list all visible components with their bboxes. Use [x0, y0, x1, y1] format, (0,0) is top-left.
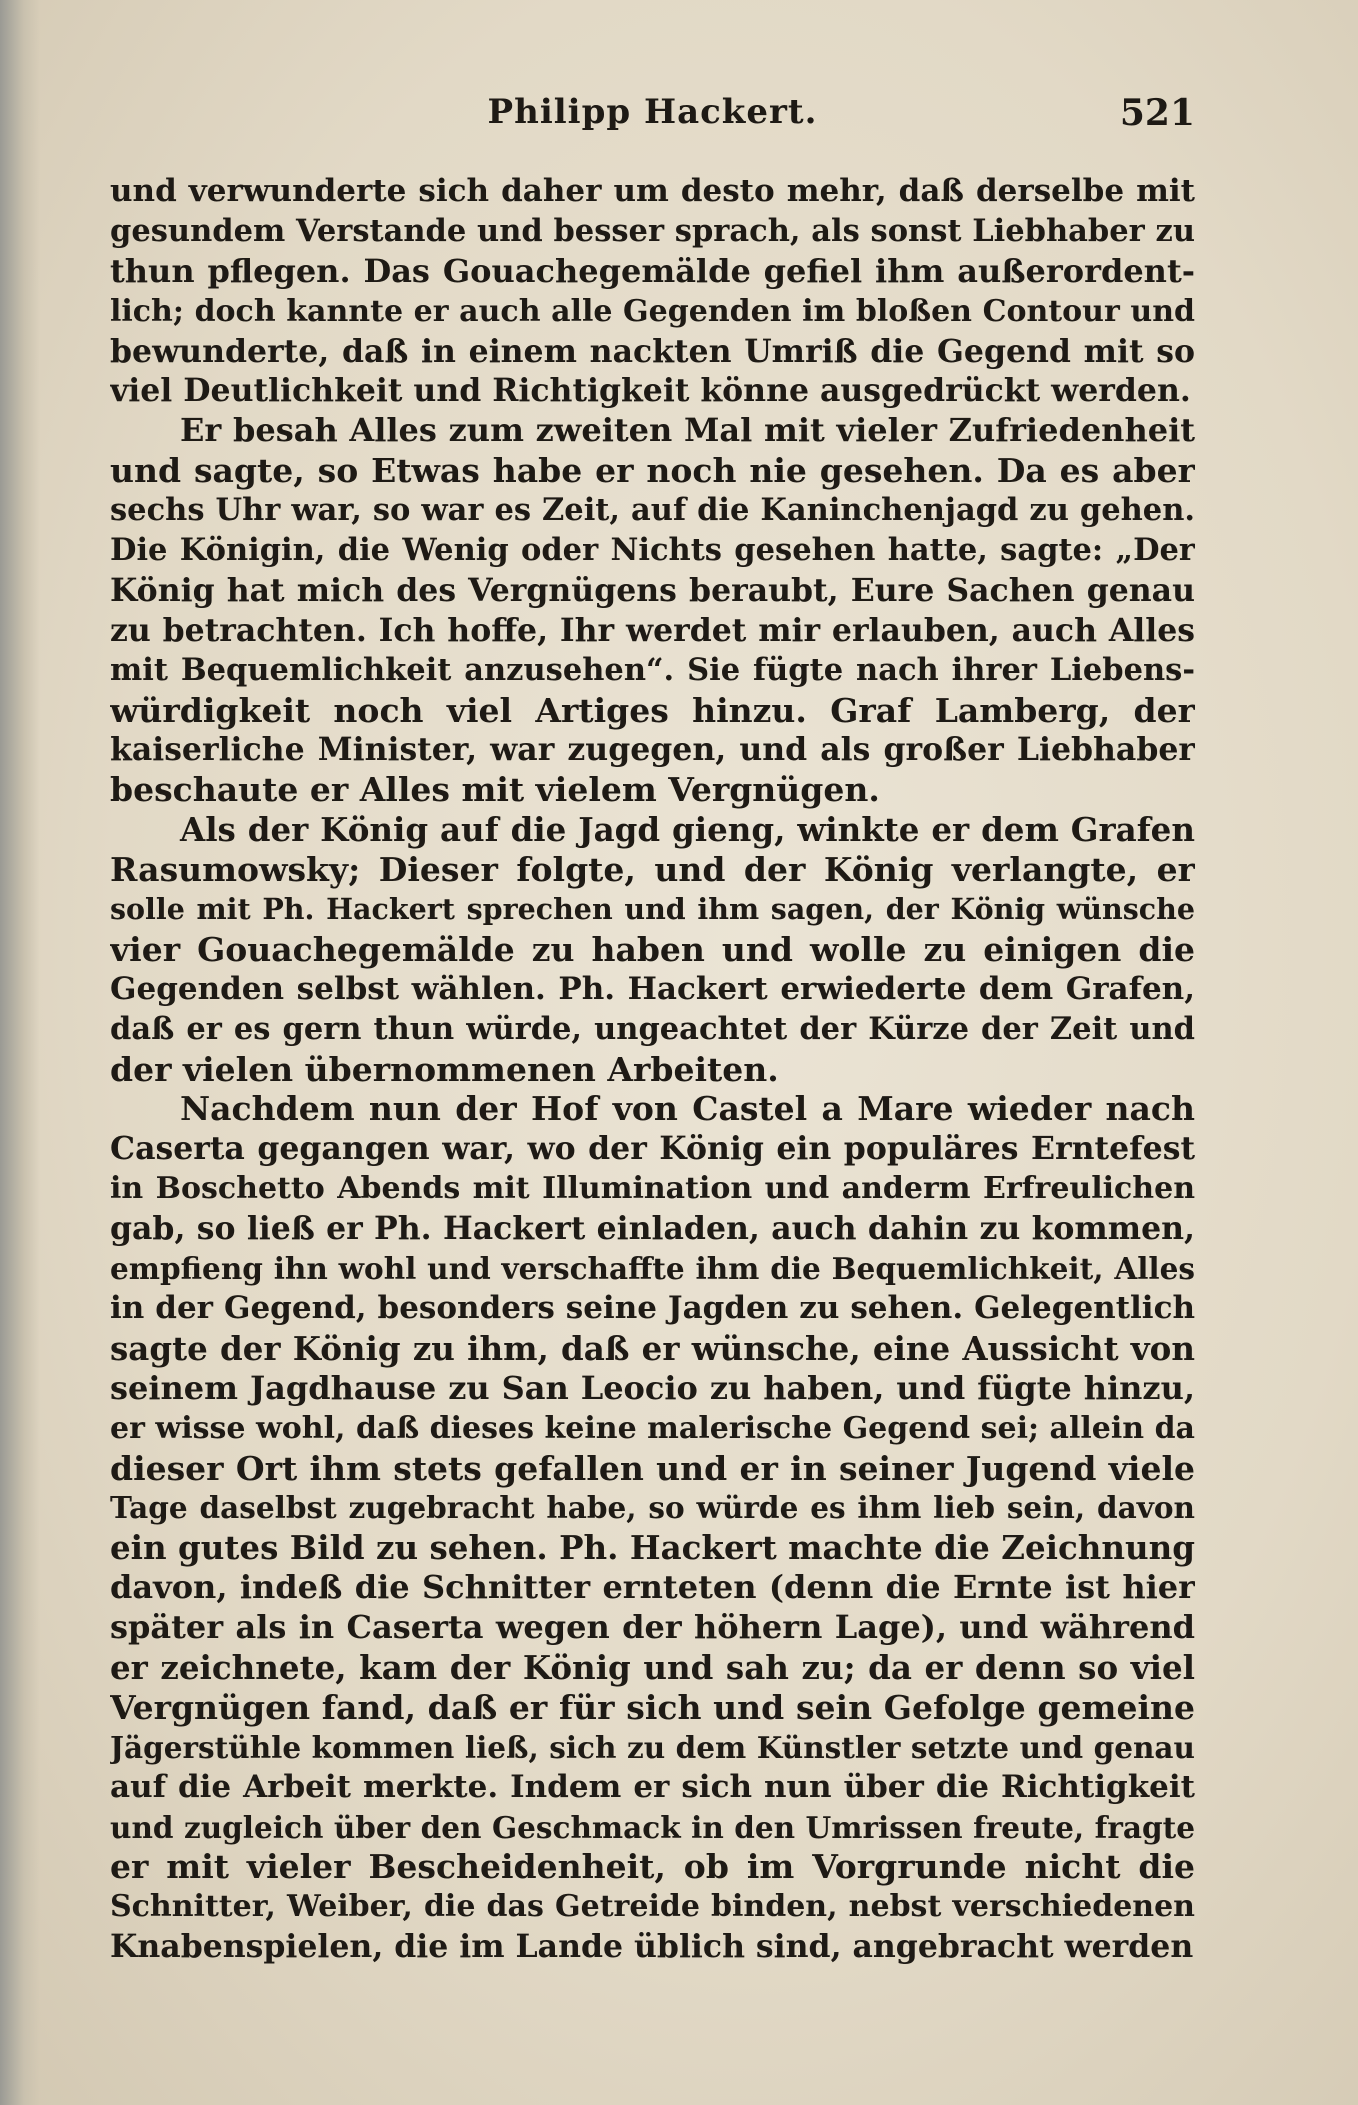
paragraph	[110, 172, 1195, 411]
text-line: in Boschetto Abends mit Illumination und anderm Erfreulichen	[110, 1171, 1195, 1207]
text-line: Er besah Alles zum zweiten Mal mit vieler Zufriedenheit	[180, 411, 1195, 450]
page-number: 521	[1119, 92, 1195, 134]
text-line: davon, indeß die Schnitter ernteten (denn die Ernte ist hier	[110, 1568, 1195, 1607]
text-line: solle mit Ph. Hackert sprechen und ihm sagen, der König wünsche	[110, 892, 1195, 927]
paragraph	[110, 411, 1195, 810]
text-line: sechs Uhr war, so war es Zeit, auf die Kaninchenjagd zu gehen.	[110, 492, 1195, 529]
text-line: und zugleich über den Geschmack in den Umrissen freute, fragte	[110, 1809, 1195, 1845]
text-line: Knabenspielen, die im Lande üblich sind, angebracht werden	[110, 1928, 1194, 1966]
page-header	[110, 92, 1195, 138]
text-line: und verwunderte sich daher um desto mehr, daß derselbe mit	[110, 173, 1195, 209]
text-line: Rasumowsky; Dieser folgte, und der König verlangte, er	[110, 850, 1195, 890]
text-line: er mit vieler Bescheidenheit, ob im Vorgrunde nicht die	[110, 1847, 1195, 1887]
paragraph	[110, 810, 1195, 1089]
text-line: vier Gouachegemälde zu haben und wolle zu einigen die	[110, 929, 1195, 969]
text-line: bewunderte, daß in einem nackten Umriß die Gegend mit so	[110, 332, 1195, 370]
text-line: Tage daselbst zugebracht habe, so würde es ihm lieb sein, davon	[110, 1490, 1195, 1526]
text-line: ein gutes Bild zu sehen. Ph. Hackert machte die Zeichnung	[110, 1528, 1195, 1568]
text-line: würdigkeit noch viel Artiges hinzu. Graf Lamberg, der	[110, 690, 1195, 730]
paragraph	[110, 1089, 1195, 1967]
text-line: Jägerstühle kommen ließ, sich zu dem Künstler setzte und genau	[110, 1729, 1195, 1765]
body-text	[110, 172, 1195, 1967]
running-head: Philipp Hackert.	[487, 92, 818, 132]
text-line: auf die Arbeit merkte. Indem er sich nun über die Richtigkeit	[110, 1768, 1195, 1805]
text-line: in der Gegend, besonders seine Jagden zu sehen. Gelegentlich	[110, 1289, 1195, 1326]
text-line: daß er es gern thun würde, ungeachtet der Kürze der Zeit und	[110, 1010, 1195, 1047]
text-line: König hat mich des Vergnügens beraubt, Eure Sachen genau	[110, 571, 1195, 609]
text-line: Schnitter, Weiber, die das Getreide binden, nebst verschiedenen	[110, 1889, 1195, 1925]
text-line: viel Deutlichkeit und Richtigkeit könne ausgedrückt werden.	[110, 372, 1191, 410]
text-line: gesundem Verstande und besser sprach, als sonst Liebhaber zu	[110, 212, 1195, 249]
text-line: thun pflegen. Das Gouachegemälde gefiel ihm außerordent-	[110, 251, 1195, 290]
text-line: er wisse wohl, daß dieses keine malerische Gegend sei; allein da	[110, 1410, 1195, 1446]
text-line: er zeichnete, kam der König und sah zu; da er denn so viel	[110, 1647, 1195, 1687]
text-line: Nachdem nun der Hof von Castel a Mare wieder nach	[180, 1089, 1195, 1129]
text-line: zu betrachten. Ich hoffe, Ihr werdet mir erlauben, auch Alles	[110, 611, 1195, 649]
text-line: Gegenden selbst wählen. Ph. Hackert erwiederte dem Grafen,	[110, 970, 1195, 1007]
text-line: mit Bequemlichkeit anzusehen“. Sie fügte nach ihrer Liebens-	[110, 651, 1195, 688]
text-line: und sagte, so Etwas habe er noch nie gesehen. Da es aber	[110, 451, 1195, 491]
text-line: Vergnügen fand, daß er für sich und sein Gefolge gemeine	[110, 1687, 1195, 1727]
text-line: empfieng ihn wohl und verschaffte ihm die Bequemlichkeit, Alles	[110, 1251, 1195, 1287]
text-line: Die Königin, die Wenig oder Nichts gesehen hatte, sagte: „Der	[110, 532, 1195, 569]
text-line: später als in Caserta wegen der höhern Lage), und während	[110, 1608, 1195, 1647]
text-line: sagte der König zu ihm, daß er wünsche, eine Aussicht von	[110, 1328, 1195, 1368]
text-line: beschaute er Alles mit vielem Vergnügen.	[110, 770, 880, 810]
text-line: dieser Ort ihm stets gefallen und er in seiner Jugend viele	[110, 1448, 1195, 1488]
text-line: der vielen übernommenen Arbeiten.	[110, 1049, 779, 1089]
text-line: Als der König auf die Jagd gieng, winkte er dem Grafen	[180, 810, 1195, 850]
text-line: Caserta gegangen war, wo der König ein populäres Erntefest	[110, 1130, 1195, 1168]
text-line: kaiserliche Minister, war zugegen, und als großer Liebhaber	[110, 731, 1195, 769]
text-line: gab, so ließ er Ph. Hackert einladen, auch dahin zu kommen,	[110, 1210, 1195, 1248]
text-line: seinem Jagdhause zu San Leocio zu haben, und fügte hinzu,	[110, 1368, 1195, 1407]
text-line: lich; doch kannte er auch alle Gegenden im bloßen Contour und	[110, 293, 1195, 329]
